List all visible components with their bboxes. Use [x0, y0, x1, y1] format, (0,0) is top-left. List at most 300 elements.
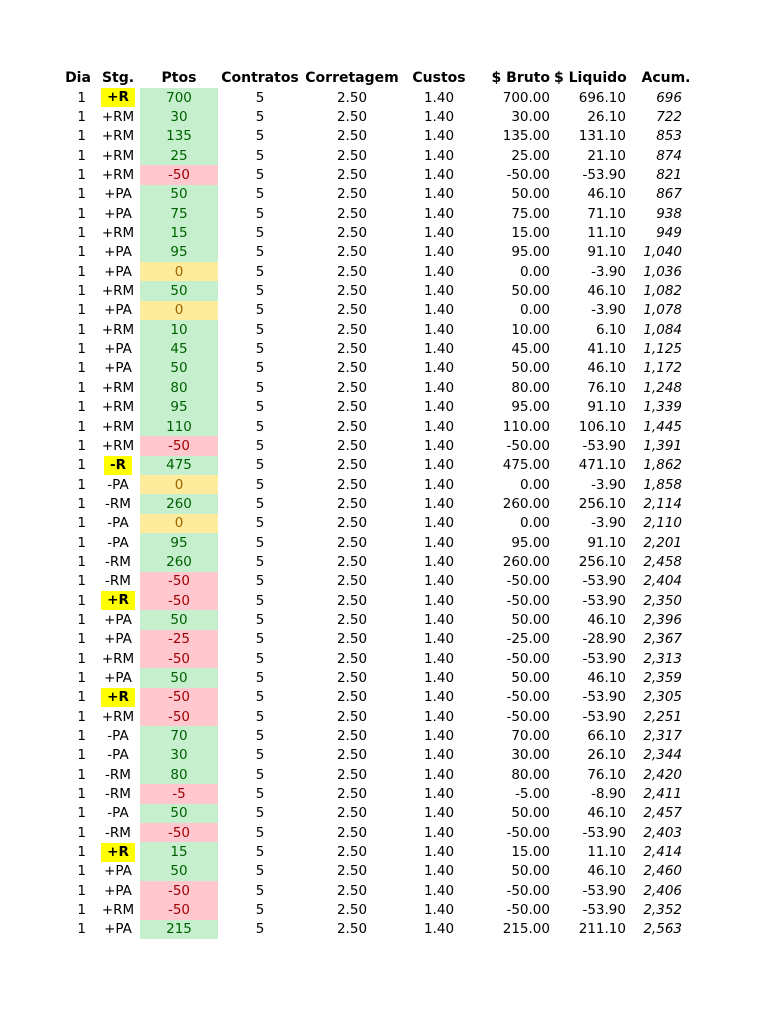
- cell-dia: 1: [77, 302, 86, 319]
- cell-custos: 1.40: [423, 302, 455, 319]
- stg-label: -RM: [105, 824, 131, 841]
- cell-ptos: 50: [140, 804, 218, 823]
- table-row: [60, 204, 720, 223]
- cell-acum: 2,317: [643, 728, 682, 745]
- stg-label: +RM: [101, 708, 135, 725]
- cell-stg: [96, 726, 140, 745]
- cell-dia: 1: [77, 418, 86, 435]
- cell-corretagem: 2.50: [336, 882, 368, 899]
- stg-label: +R: [101, 843, 135, 862]
- cell-dia: 1: [77, 205, 86, 222]
- cell-contratos: 5: [255, 631, 265, 648]
- cell-dia: 1: [77, 824, 86, 841]
- cell-ptos: -5: [140, 784, 218, 803]
- cell-corretagem: 2.50: [336, 747, 368, 764]
- cell-ptos: -50: [140, 165, 218, 184]
- cell-acum: 1,445: [643, 418, 682, 435]
- cell-dia: 1: [77, 225, 86, 242]
- cell-stg: [96, 630, 140, 649]
- cell-bruto: 0.00: [519, 263, 550, 280]
- cell-contratos: 5: [255, 805, 265, 822]
- cell-corretagem: 2.50: [336, 109, 368, 126]
- cell-ptos: 215: [140, 920, 218, 939]
- cell-bruto: 135.00: [502, 128, 550, 145]
- cell-custos: 1.40: [423, 882, 455, 899]
- cell-contratos: 5: [255, 863, 265, 880]
- table-row: [60, 881, 720, 900]
- cell-liquido: -53.90: [582, 882, 626, 899]
- cell-corretagem: 2.50: [336, 805, 368, 822]
- cell-stg: [96, 765, 140, 784]
- cell-ptos: 95: [140, 243, 218, 262]
- header-ptos: Ptos: [161, 70, 197, 86]
- table-body: [60, 88, 720, 939]
- stg-label: +RM: [101, 650, 135, 667]
- cell-bruto: 0.00: [519, 302, 550, 319]
- cell-stg: [96, 668, 140, 687]
- stg-label: +PA: [104, 186, 132, 203]
- cell-bruto: -50.00: [506, 437, 550, 454]
- cell-corretagem: 2.50: [336, 244, 368, 261]
- header-contratos: Contratos: [221, 70, 299, 86]
- cell-bruto: 45.00: [511, 341, 550, 358]
- cell-ptos: 80: [140, 378, 218, 397]
- cell-ptos: -50: [140, 572, 218, 591]
- cell-corretagem: 2.50: [336, 631, 368, 648]
- cell-dia: 1: [77, 437, 86, 454]
- cell-stg: [96, 533, 140, 552]
- stg-label: -RM: [105, 553, 131, 570]
- trades-table: [60, 68, 720, 939]
- stg-label: -R: [104, 456, 132, 475]
- cell-acum: 2,420: [643, 766, 682, 783]
- cell-bruto: -50.00: [506, 592, 550, 609]
- cell-liquido: 46.10: [587, 283, 626, 300]
- cell-liquido: -53.90: [582, 708, 626, 725]
- cell-contratos: 5: [255, 824, 265, 841]
- stg-label: -PA: [107, 476, 129, 493]
- cell-stg: [96, 301, 140, 320]
- cell-custos: 1.40: [423, 244, 455, 261]
- cell-liquido: 91.10: [587, 534, 626, 551]
- cell-bruto: 50.00: [511, 863, 550, 880]
- cell-bruto: 50.00: [511, 805, 550, 822]
- cell-ptos: 260: [140, 494, 218, 513]
- cell-contratos: 5: [255, 321, 265, 338]
- header-acum: Acum.: [641, 70, 691, 86]
- cell-corretagem: 2.50: [336, 592, 368, 609]
- cell-ptos: -50: [140, 707, 218, 726]
- table-row: [60, 475, 720, 494]
- stg-label: +RM: [101, 128, 135, 145]
- cell-bruto: 475.00: [502, 457, 550, 474]
- cell-dia: 1: [77, 167, 86, 184]
- cell-dia: 1: [77, 805, 86, 822]
- cell-liquido: -53.90: [582, 650, 626, 667]
- table-row: [60, 339, 720, 358]
- table-row: [60, 456, 720, 475]
- cell-liquido: 11.10: [587, 225, 626, 242]
- cell-bruto: -5.00: [515, 786, 550, 803]
- cell-liquido: 21.10: [587, 147, 626, 164]
- cell-acum: 696: [656, 89, 682, 106]
- cell-dia: 1: [77, 863, 86, 880]
- cell-acum: 1,339: [643, 399, 682, 416]
- cell-corretagem: 2.50: [336, 786, 368, 803]
- cell-liquido: 471.10: [578, 457, 626, 474]
- cell-liquido: 46.10: [587, 863, 626, 880]
- cell-custos: 1.40: [423, 708, 455, 725]
- cell-ptos: -50: [140, 900, 218, 919]
- cell-acum: 2,563: [643, 921, 682, 938]
- cell-bruto: 80.00: [511, 379, 550, 396]
- cell-acum: 2,457: [643, 805, 682, 822]
- cell-corretagem: 2.50: [336, 147, 368, 164]
- cell-stg: [96, 900, 140, 919]
- cell-contratos: 5: [255, 902, 265, 919]
- cell-ptos: 15: [140, 842, 218, 861]
- cell-dia: 1: [77, 263, 86, 280]
- cell-acum: 1,172: [643, 360, 682, 377]
- stg-label: +RM: [101, 147, 135, 164]
- cell-ptos: 95: [140, 398, 218, 417]
- cell-acum: 1,858: [643, 476, 682, 493]
- cell-contratos: 5: [255, 689, 265, 706]
- cell-custos: 1.40: [423, 437, 455, 454]
- cell-liquido: -28.90: [582, 631, 626, 648]
- cell-ptos: 30: [140, 107, 218, 126]
- cell-dia: 1: [77, 631, 86, 648]
- cell-liquido: -3.90: [591, 302, 626, 319]
- cell-bruto: 30.00: [511, 747, 550, 764]
- cell-liquido: 91.10: [587, 244, 626, 261]
- cell-bruto: -50.00: [506, 573, 550, 590]
- cell-stg: [96, 610, 140, 629]
- cell-dia: 1: [77, 147, 86, 164]
- cell-contratos: 5: [255, 225, 265, 242]
- cell-contratos: 5: [255, 244, 265, 261]
- cell-custos: 1.40: [423, 844, 455, 861]
- cell-stg: [96, 572, 140, 591]
- cell-corretagem: 2.50: [336, 573, 368, 590]
- cell-acum: 2,251: [643, 708, 682, 725]
- cell-corretagem: 2.50: [336, 476, 368, 493]
- cell-liquido: -53.90: [582, 167, 626, 184]
- cell-corretagem: 2.50: [336, 379, 368, 396]
- cell-bruto: 80.00: [511, 766, 550, 783]
- cell-custos: 1.40: [423, 283, 455, 300]
- cell-stg: [96, 862, 140, 881]
- cell-custos: 1.40: [423, 379, 455, 396]
- cell-bruto: 30.00: [511, 109, 550, 126]
- cell-ptos: -50: [140, 436, 218, 455]
- stg-label: +RM: [101, 283, 135, 300]
- cell-contratos: 5: [255, 205, 265, 222]
- stg-label: +PA: [104, 341, 132, 358]
- cell-contratos: 5: [255, 283, 265, 300]
- cell-corretagem: 2.50: [336, 515, 368, 532]
- cell-liquido: -53.90: [582, 902, 626, 919]
- stg-label: -PA: [107, 515, 129, 532]
- cell-stg: [96, 591, 140, 610]
- cell-ptos: 25: [140, 146, 218, 165]
- cell-stg: [96, 823, 140, 842]
- cell-acum: 2,458: [643, 553, 682, 570]
- stg-label: +RM: [101, 399, 135, 416]
- stg-label: +RM: [101, 225, 135, 242]
- cell-ptos: 0: [140, 301, 218, 320]
- cell-bruto: 260.00: [502, 495, 550, 512]
- cell-stg: [96, 649, 140, 668]
- cell-custos: 1.40: [423, 476, 455, 493]
- cell-custos: 1.40: [423, 921, 455, 938]
- stg-label: +PA: [104, 205, 132, 222]
- cell-bruto: 95.00: [511, 399, 550, 416]
- cell-bruto: -50.00: [506, 902, 550, 919]
- stg-label: +PA: [104, 863, 132, 880]
- cell-liquido: -53.90: [582, 689, 626, 706]
- cell-liquido: 41.10: [587, 341, 626, 358]
- cell-acum: 1,391: [643, 437, 682, 454]
- cell-contratos: 5: [255, 263, 265, 280]
- cell-liquido: -53.90: [582, 592, 626, 609]
- table-row: [60, 243, 720, 262]
- cell-acum: 2,352: [643, 902, 682, 919]
- table-row: [60, 127, 720, 146]
- cell-acum: 1,084: [643, 321, 682, 338]
- stg-label: +PA: [104, 882, 132, 899]
- table-row: [60, 765, 720, 784]
- cell-corretagem: 2.50: [336, 341, 368, 358]
- cell-custos: 1.40: [423, 167, 455, 184]
- stg-label: -RM: [105, 786, 131, 803]
- cell-corretagem: 2.50: [336, 167, 368, 184]
- cell-bruto: 50.00: [511, 611, 550, 628]
- cell-liquido: 76.10: [587, 766, 626, 783]
- cell-ptos: 700: [140, 88, 218, 107]
- cell-corretagem: 2.50: [336, 495, 368, 512]
- table-row: [60, 920, 720, 939]
- cell-corretagem: 2.50: [336, 186, 368, 203]
- cell-custos: 1.40: [423, 747, 455, 764]
- cell-corretagem: 2.50: [336, 437, 368, 454]
- cell-ptos: 10: [140, 320, 218, 339]
- table-row: [60, 107, 720, 126]
- cell-custos: 1.40: [423, 263, 455, 280]
- cell-bruto: -50.00: [506, 689, 550, 706]
- cell-acum: 1,082: [643, 283, 682, 300]
- cell-liquido: 696.10: [578, 89, 626, 106]
- stg-label: +PA: [104, 669, 132, 686]
- stg-label: +PA: [104, 244, 132, 261]
- cell-contratos: 5: [255, 437, 265, 454]
- cell-acum: 853: [656, 128, 682, 145]
- cell-dia: 1: [77, 844, 86, 861]
- table-row: [60, 436, 720, 455]
- cell-bruto: -25.00: [506, 631, 550, 648]
- header-stg: Stg.: [101, 70, 135, 86]
- cell-custos: 1.40: [423, 786, 455, 803]
- cell-contratos: 5: [255, 786, 265, 803]
- stg-label: +PA: [104, 631, 132, 648]
- cell-liquido: 46.10: [587, 186, 626, 203]
- table-row: [60, 784, 720, 803]
- cell-dia: 1: [77, 592, 86, 609]
- cell-corretagem: 2.50: [336, 418, 368, 435]
- table-row: [60, 572, 720, 591]
- cell-acum: 2,344: [643, 747, 682, 764]
- cell-bruto: 50.00: [511, 283, 550, 300]
- cell-contratos: 5: [255, 341, 265, 358]
- table-row: [60, 398, 720, 417]
- cell-ptos: 110: [140, 417, 218, 436]
- cell-bruto: 10.00: [511, 321, 550, 338]
- cell-liquido: 76.10: [587, 379, 626, 396]
- cell-dia: 1: [77, 283, 86, 300]
- table-row: [60, 417, 720, 436]
- cell-stg: [96, 88, 140, 107]
- table-row: [60, 823, 720, 842]
- cell-liquido: 71.10: [587, 205, 626, 222]
- cell-contratos: 5: [255, 515, 265, 532]
- cell-dia: 1: [77, 902, 86, 919]
- cell-ptos: 15: [140, 223, 218, 242]
- table-row: [60, 359, 720, 378]
- cell-ptos: 0: [140, 514, 218, 533]
- cell-corretagem: 2.50: [336, 225, 368, 242]
- stg-label: +PA: [104, 302, 132, 319]
- cell-dia: 1: [77, 553, 86, 570]
- cell-contratos: 5: [255, 379, 265, 396]
- cell-custos: 1.40: [423, 341, 455, 358]
- table-row: [60, 726, 720, 745]
- cell-contratos: 5: [255, 747, 265, 764]
- cell-dia: 1: [77, 611, 86, 628]
- cell-dia: 1: [77, 244, 86, 261]
- stg-label: -RM: [105, 573, 131, 590]
- cell-ptos: 0: [140, 475, 218, 494]
- cell-acum: 2,110: [643, 515, 682, 532]
- cell-corretagem: 2.50: [336, 650, 368, 667]
- cell-contratos: 5: [255, 611, 265, 628]
- cell-stg: [96, 436, 140, 455]
- cell-liquido: -53.90: [582, 824, 626, 841]
- table-row: [60, 707, 720, 726]
- cell-bruto: 260.00: [502, 553, 550, 570]
- cell-acum: 867: [656, 186, 682, 203]
- cell-contratos: 5: [255, 147, 265, 164]
- cell-contratos: 5: [255, 167, 265, 184]
- stg-label: +R: [101, 591, 135, 610]
- cell-liquido: -3.90: [591, 515, 626, 532]
- cell-liquido: 91.10: [587, 399, 626, 416]
- stg-label: -RM: [105, 495, 131, 512]
- cell-corretagem: 2.50: [336, 321, 368, 338]
- cell-contratos: 5: [255, 650, 265, 667]
- stg-label: -PA: [107, 534, 129, 551]
- cell-contratos: 5: [255, 844, 265, 861]
- cell-acum: 1,125: [643, 341, 682, 358]
- table-row: [60, 165, 720, 184]
- cell-contratos: 5: [255, 457, 265, 474]
- cell-contratos: 5: [255, 921, 265, 938]
- cell-corretagem: 2.50: [336, 728, 368, 745]
- stg-label: +PA: [104, 263, 132, 280]
- table-row: [60, 223, 720, 242]
- table-row: [60, 668, 720, 687]
- stg-label: -PA: [107, 747, 129, 764]
- cell-corretagem: 2.50: [336, 302, 368, 319]
- cell-stg: [96, 146, 140, 165]
- cell-custos: 1.40: [423, 360, 455, 377]
- cell-stg: [96, 165, 140, 184]
- cell-ptos: -50: [140, 649, 218, 668]
- cell-bruto: 75.00: [511, 205, 550, 222]
- table-row: [60, 281, 720, 300]
- cell-dia: 1: [77, 921, 86, 938]
- cell-corretagem: 2.50: [336, 360, 368, 377]
- cell-stg: [96, 552, 140, 571]
- cell-contratos: 5: [255, 728, 265, 745]
- cell-dia: 1: [77, 360, 86, 377]
- cell-acum: 1,248: [643, 379, 682, 396]
- cell-liquido: 11.10: [587, 844, 626, 861]
- cell-acum: 2,414: [643, 844, 682, 861]
- header-custos: Custos: [412, 70, 466, 86]
- header-bruto: $ Bruto: [491, 70, 550, 86]
- cell-custos: 1.40: [423, 863, 455, 880]
- header-dia: Dia: [65, 70, 91, 86]
- cell-acum: 722: [656, 109, 682, 126]
- cell-dia: 1: [77, 669, 86, 686]
- cell-contratos: 5: [255, 882, 265, 899]
- cell-contratos: 5: [255, 495, 265, 512]
- cell-bruto: -50.00: [506, 650, 550, 667]
- cell-acum: 938: [656, 205, 682, 222]
- cell-stg: [96, 475, 140, 494]
- cell-corretagem: 2.50: [336, 669, 368, 686]
- cell-ptos: 95: [140, 533, 218, 552]
- cell-ptos: 475: [140, 456, 218, 475]
- cell-stg: [96, 243, 140, 262]
- cell-liquido: 131.10: [578, 128, 626, 145]
- cell-contratos: 5: [255, 128, 265, 145]
- table-row: [60, 804, 720, 823]
- cell-custos: 1.40: [423, 89, 455, 106]
- cell-custos: 1.40: [423, 495, 455, 512]
- cell-liquido: -3.90: [591, 476, 626, 493]
- cell-ptos: 75: [140, 204, 218, 223]
- cell-acum: 949: [656, 225, 682, 242]
- stg-label: -RM: [105, 766, 131, 783]
- cell-custos: 1.40: [423, 225, 455, 242]
- cell-dia: 1: [77, 534, 86, 551]
- cell-acum: 2,411: [643, 786, 682, 803]
- cell-stg: [96, 339, 140, 358]
- cell-stg: [96, 881, 140, 900]
- cell-ptos: 50: [140, 668, 218, 687]
- cell-custos: 1.40: [423, 553, 455, 570]
- cell-liquido: -3.90: [591, 263, 626, 280]
- cell-ptos: 135: [140, 127, 218, 146]
- cell-corretagem: 2.50: [336, 263, 368, 280]
- cell-corretagem: 2.50: [336, 708, 368, 725]
- cell-custos: 1.40: [423, 766, 455, 783]
- cell-custos: 1.40: [423, 128, 455, 145]
- cell-dia: 1: [77, 728, 86, 745]
- cell-corretagem: 2.50: [336, 902, 368, 919]
- cell-stg: [96, 204, 140, 223]
